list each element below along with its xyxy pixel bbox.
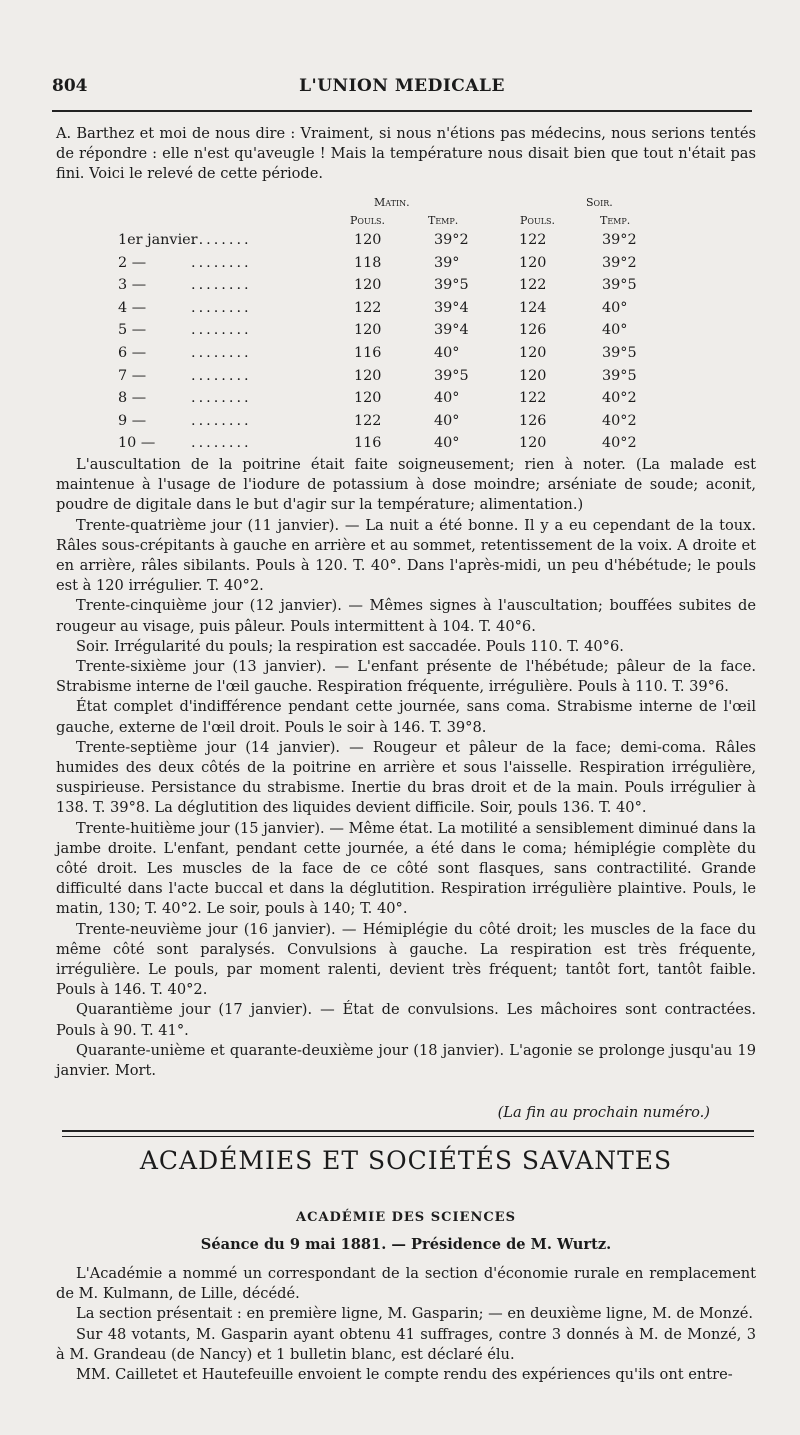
section-title: ACADÉMIES ET SOCIÉTÉS SAVANTES <box>139 1146 673 1175</box>
section-double-rule <box>62 1130 754 1137</box>
col-pouls-evening: Pouls. <box>520 214 555 227</box>
paragraph: Trente-sixième jour (13 janvier). — L'enfant présente de l'hébétude; pâleur de la face. Strabisme interne de l'œil gauche. Respiration fréquente, irrégulière. Pouls à 110. T. 39°6. <box>56 658 756 696</box>
case-notes <box>56 455 756 1081</box>
morning-pouls-cell: 118 <box>354 254 382 271</box>
academy-report <box>56 1264 756 1385</box>
morning-temp-cell: 39° <box>434 254 460 271</box>
dot-leader: ........ <box>191 344 252 361</box>
day-cell: 7 — <box>118 367 147 384</box>
table-row <box>56 345 756 368</box>
table-row <box>56 390 756 413</box>
day-cell: 2 — <box>118 254 147 271</box>
dot-leader: ........ <box>191 277 252 294</box>
morning-temp-cell: 40° <box>434 390 460 407</box>
paragraph: Trente-huitième jour (15 janvier). — Même état. La motilité a sensiblement diminué dans la jambe droite. L'enfant, pendant cette journée, a été dans le coma; hémiplégie complète du côté droit. Les muscles de la face de ce côté sont flasques, sans contractilité. Grande difficulté dans l'acte buccal et dans la déglutition. Respiration irrégulière plaintive. Pouls, le matin, 130; T. 40°2. Le soir, pouls à 140; T. 40°. <box>56 819 756 918</box>
evening-temp-cell: 40° <box>602 299 628 316</box>
dot-leader: ........ <box>191 435 252 452</box>
morning-pouls-cell: 120 <box>354 232 382 248</box>
table-row <box>56 413 756 436</box>
col-temp-evening: Temp. <box>600 214 631 227</box>
dot-leader: ........ <box>191 322 252 339</box>
morning-pouls-cell: 120 <box>354 390 382 407</box>
group-morning: Matin. <box>374 196 410 209</box>
day-cell: 5 — <box>118 322 147 339</box>
morning-temp-cell: 39°4 <box>434 322 469 339</box>
day-cell: 6 — <box>118 344 147 361</box>
paragraph: Trente-cinquième jour (12 janvier). — Mêmes signes à l'auscultation; bouffées subites de rougeur au visage, puis pâleur. Pouls intermittent à 104. T. 40°6. <box>56 597 756 635</box>
evening-temp-cell: 39°2 <box>602 254 637 271</box>
morning-pouls-cell: 120 <box>354 367 382 384</box>
col-pouls-morning: Pouls. <box>350 214 385 227</box>
intro-paragraph: A. Barthez et moi de nous dire : Vraiment, si nous n'étions pas médecins, nous serions tentés de répondre : elle n'est qu'aveugle ! Mais la température nous disait bien que tout n'était pas fini. Voici le relevé de cette période. <box>56 125 756 183</box>
continued-note: (La fin au prochain numéro.) <box>497 1104 710 1121</box>
col-temp-morning: Temp. <box>428 214 459 227</box>
paragraph: Soir. Irrégularité du pouls; la respiration est saccadée. Pouls 110. T. 40°6. <box>76 637 624 655</box>
paragraph: Trente-quatrième jour (11 janvier). — La nuit a été bonne. Il y a eu cependant de la toux. Râles sous-crépitants à gauche en arrière et au sommet, retentissement de la voix. A droite et en arrière, râles sibilants. Pouls à 120. T. 40°. Dans l'après-midi, un peu d'hébétude; le pouls est à 120 irrégulier. T. 40°2. <box>56 516 756 595</box>
evening-pouls-cell: 122 <box>519 277 547 294</box>
paragraph: MM. Cailletet et Hautefeuille envoient le compte rendu des expériences qu'ils ont entre- <box>76 1366 733 1384</box>
paragraph: Trente-septième jour (14 janvier). — Rougeur et pâleur de la face; demi-coma. Râles humides des deux côtés de la poitrine en arrière et sous l'aisselle. Respiration irrégulière, suspirieuse. Persistance du strabisme. Inertie du bras droit et de la main. Pouls irrégulier à 138. T. 39°8. La déglutition des liquides devient difficile. Soir, pouls 136. T. 40°. <box>56 738 756 817</box>
evening-pouls-cell: 124 <box>519 299 547 316</box>
evening-temp-cell: 39°5 <box>602 367 637 384</box>
evening-temp-cell: 40°2 <box>602 390 637 407</box>
morning-pouls-cell: 122 <box>354 412 382 429</box>
morning-temp-cell: 39°5 <box>434 367 469 384</box>
day-cell: 9 — <box>118 412 147 429</box>
morning-pouls-cell: 120 <box>354 277 382 294</box>
journal-title: L'UNION MEDICALE <box>299 76 505 96</box>
evening-pouls-cell: 120 <box>519 435 547 452</box>
evening-temp-cell: 40°2 <box>602 435 637 452</box>
dot-leader: ........ <box>191 254 252 271</box>
day-cell: 3 — <box>118 277 147 294</box>
page-number: 804 <box>52 76 88 96</box>
table-row <box>56 255 756 278</box>
temperature-table <box>56 196 756 458</box>
evening-temp-cell: 40°2 <box>602 412 637 429</box>
table-body <box>56 232 756 458</box>
evening-temp-cell: 39°5 <box>602 277 637 294</box>
evening-pouls-cell: 126 <box>519 412 547 429</box>
dot-leader: ........ <box>191 367 252 384</box>
day-cell: 10 — <box>118 435 156 452</box>
section-subtitle: ACADÉMIE DES SCIENCES <box>296 1210 516 1225</box>
day-cell: 1er janvier <box>118 232 198 248</box>
paragraph: Sur 48 votants, M. Gasparin ayant obtenu 41 suffrages, contre 3 donnés à M. de Monzé, 3 à M. Grandeau (de Nancy) et 1 bulletin blanc, est déclaré élu. <box>56 1325 756 1363</box>
evening-temp-cell: 40° <box>602 322 628 339</box>
evening-temp-cell: 39°2 <box>602 232 637 248</box>
table-row <box>56 300 756 323</box>
group-evening: Soir. <box>586 196 613 209</box>
evening-pouls-cell: 120 <box>519 367 547 384</box>
dot-leader: ........ <box>191 232 252 248</box>
paragraph: L'auscultation de la poitrine était faite soigneusement; rien à noter. (La malade est maintenue à l'usage de l'iodure de potassium à dose moindre; arséniate de soude; aconit, poudre de digitale dans le but d'agir sur la température; alimentation.) <box>56 456 756 514</box>
day-cell: 8 — <box>118 390 147 407</box>
dot-leader: ........ <box>191 390 252 407</box>
evening-temp-cell: 39°5 <box>602 344 637 361</box>
paragraph: La section présentait : en première ligne, M. Gasparin; — en deuxième ligne, M. de Monzé. <box>76 1305 754 1323</box>
table-row <box>56 368 756 391</box>
paragraph: Quarantième jour (17 janvier). — État de convulsions. Les mâchoires sont contractées. Pouls à 90. T. 41°. <box>56 1001 756 1039</box>
morning-temp-cell: 39°4 <box>434 299 469 316</box>
table-group-header <box>56 196 756 214</box>
paragraph: Quarante-unième et quarante-deuxième jour (18 janvier). L'agonie se prolonge jusqu'au 19 janvier. Mort. <box>56 1041 756 1080</box>
paragraph: Trente-neuvième jour (16 janvier). — Hémiplégie du côté droit; les muscles de la face du même côté sont paralysés. Convulsions à gauche. La respiration est très fréquente, irrégulière. Le pouls, par moment ralenti, devient très fréquent; tantôt fort, tantôt faible. Pouls à 146. T. 40°2. <box>56 920 756 999</box>
paragraph: L'Académie a nommé un correspondant de la section d'économie rurale en remplacement de M. Kulmann, de Lille, décédé. <box>56 1265 756 1303</box>
dot-leader: ........ <box>191 299 252 316</box>
day-cell: 4 — <box>118 299 147 316</box>
morning-pouls-cell: 120 <box>354 322 382 339</box>
morning-temp-cell: 40° <box>434 344 460 361</box>
header-rule <box>52 110 752 112</box>
evening-pouls-cell: 120 <box>519 254 547 271</box>
table-row <box>56 322 756 345</box>
paragraph: État complet d'indifférence pendant cette journée, sans coma. Strabisme interne de l'œil gauche, externe de l'œil droit. Pouls le soir à 146. T. 39°8. <box>56 698 756 736</box>
morning-temp-cell: 40° <box>434 435 460 452</box>
evening-pouls-cell: 126 <box>519 322 547 339</box>
page-header <box>52 76 752 106</box>
morning-temp-cell: 39°2 <box>434 232 469 248</box>
morning-pouls-cell: 116 <box>354 344 382 361</box>
evening-pouls-cell: 120 <box>519 344 547 361</box>
table-column-header <box>56 214 756 232</box>
morning-pouls-cell: 116 <box>354 435 382 452</box>
evening-pouls-cell: 122 <box>519 390 547 407</box>
seance-line: Séance du 9 mai 1881. — Présidence de M. Wurtz. <box>200 1236 612 1253</box>
morning-temp-cell: 40° <box>434 412 460 429</box>
dot-leader: ........ <box>191 412 252 429</box>
morning-temp-cell: 39°5 <box>434 277 469 294</box>
evening-pouls-cell: 122 <box>519 232 547 248</box>
morning-pouls-cell: 122 <box>354 299 382 316</box>
table-row <box>56 232 756 255</box>
table-row <box>56 277 756 300</box>
